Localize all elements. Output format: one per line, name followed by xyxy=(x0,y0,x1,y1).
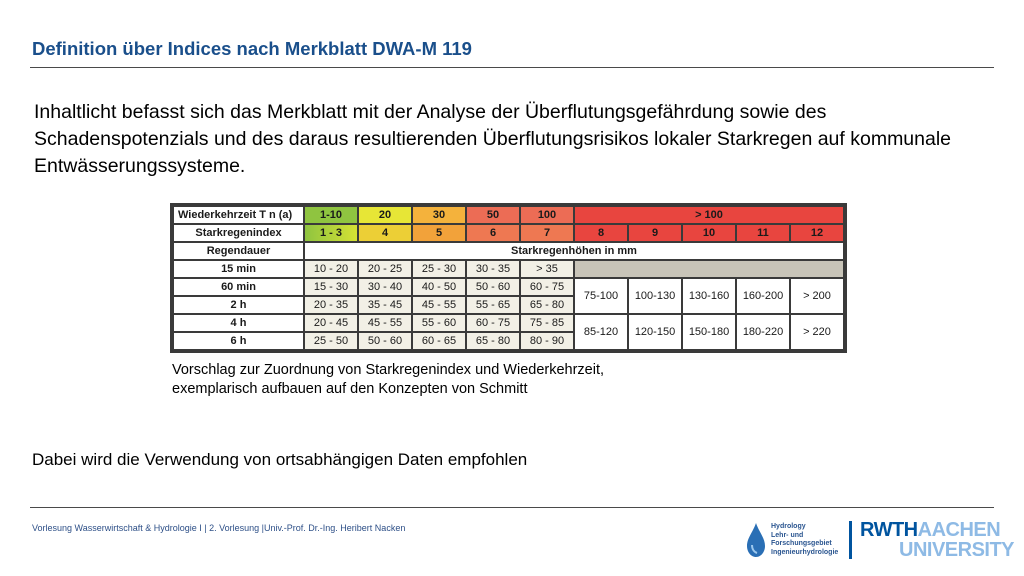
return-period-wide-cell: > 100 xyxy=(574,206,844,224)
value-cell: > 35 xyxy=(520,260,574,278)
rwth-logo: RWTHAACHEN UNIVERSITY xyxy=(860,519,1015,561)
group-value-cell: 130-160 xyxy=(682,278,736,314)
value-cell: 60 - 65 xyxy=(412,332,466,350)
return-period-cell: 100 xyxy=(520,206,574,224)
table-row xyxy=(173,314,844,332)
value-cell: 80 - 90 xyxy=(520,332,574,350)
group-value-cell: > 200 xyxy=(790,278,844,314)
water-drop-icon xyxy=(745,522,767,558)
value-cell: 40 - 50 xyxy=(412,278,466,296)
value-cell: 25 - 50 xyxy=(304,332,358,350)
value-cell: 55 - 60 xyxy=(412,314,466,332)
value-cell: 50 - 60 xyxy=(358,332,412,350)
empty-gray-cell xyxy=(574,260,844,278)
value-cell: 75 - 85 xyxy=(520,314,574,332)
title-divider xyxy=(30,67,994,68)
group-value-cell: 75-100 xyxy=(574,278,628,314)
footer-divider xyxy=(30,507,994,508)
index-cell: 10 xyxy=(682,224,736,242)
return-period-cell: 30 xyxy=(412,206,466,224)
value-cell: 60 - 75 xyxy=(520,278,574,296)
index-cell: 9 xyxy=(628,224,682,242)
duration-cell: 4 h xyxy=(173,314,304,332)
group-value-cell: > 220 xyxy=(790,314,844,350)
heights-header: Starkregenhöhen in mm xyxy=(304,242,844,260)
value-cell: 55 - 65 xyxy=(466,296,520,314)
duration-cell: 6 h xyxy=(173,332,304,350)
value-cell: 20 - 45 xyxy=(304,314,358,332)
value-cell: 60 - 75 xyxy=(466,314,520,332)
group-value-cell: 85-120 xyxy=(574,314,628,350)
group-value-cell: 160-200 xyxy=(736,278,790,314)
index-cell: 1 - 3 xyxy=(304,224,358,242)
value-cell: 45 - 55 xyxy=(358,314,412,332)
slide-title: Definition über Indices nach Merkblatt DWA-M 119 xyxy=(32,38,472,59)
rainfall-table xyxy=(170,203,847,353)
intro-paragraph: Inhaltlicht befasst sich das Merkblatt mit der Analyse der Überflutungsgefährdung sowie des Schadenspotenzials und des daraus resultierenden Überflutungsrisikos lokaler Starkregen auf kommunale Entwässerungssysteme. xyxy=(34,101,952,177)
hydrology-logo-text: Hydrology Lehr- und Forschungsgebiet Ingenieurhydrologie xyxy=(771,523,839,556)
index-cell: 6 xyxy=(466,224,520,242)
index-label: Starkregenindex xyxy=(173,224,304,242)
duration-cell: 15 min xyxy=(173,260,304,278)
recommendation-note: Dabei wird die Verwendung von ortsabhängigen Daten empfohlen xyxy=(32,450,528,469)
index-cell: 5 xyxy=(412,224,466,242)
table-row xyxy=(173,278,844,296)
value-cell: 65 - 80 xyxy=(466,332,520,350)
value-cell: 35 - 45 xyxy=(358,296,412,314)
logo-separator xyxy=(849,521,852,559)
duration-cell: 2 h xyxy=(173,296,304,314)
hydrology-logo xyxy=(745,522,845,562)
value-cell: 45 - 55 xyxy=(412,296,466,314)
group-value-cell: 120-150 xyxy=(628,314,682,350)
return-period-cell: 50 xyxy=(466,206,520,224)
index-cell: 7 xyxy=(520,224,574,242)
duration-header: Regendauer xyxy=(173,242,304,260)
group-value-cell: 100-130 xyxy=(628,278,682,314)
value-cell: 65 - 80 xyxy=(520,296,574,314)
footer-text: Vorlesung Wasserwirtschaft & Hydrologie I | 2. Vorlesung |Univ.-Prof. Dr.-Ing. Heribert Nacken xyxy=(32,523,406,533)
index-cell: 11 xyxy=(736,224,790,242)
caption-line: exemplarisch aufbauen auf den Konzepten von Schmitt xyxy=(172,381,528,397)
table-row xyxy=(173,260,844,278)
return-period-label: Wiederkehrzeit T n (a) xyxy=(173,206,304,224)
value-cell: 20 - 25 xyxy=(358,260,412,278)
group-value-cell: 150-180 xyxy=(682,314,736,350)
value-cell: 50 - 60 xyxy=(466,278,520,296)
value-cell: 20 - 35 xyxy=(304,296,358,314)
value-cell: 30 - 35 xyxy=(466,260,520,278)
value-cell: 30 - 40 xyxy=(358,278,412,296)
return-period-cell: 20 xyxy=(358,206,412,224)
index-cell: 8 xyxy=(574,224,628,242)
table-caption xyxy=(172,361,732,399)
caption-line: Vorschlag zur Zuordnung von Starkregenindex und Wiederkehrzeit, xyxy=(172,362,605,378)
index-cell: 4 xyxy=(358,224,412,242)
value-cell: 10 - 20 xyxy=(304,260,358,278)
group-value-cell: 180-220 xyxy=(736,314,790,350)
return-period-cell: 1-10 xyxy=(304,206,358,224)
value-cell: 15 - 30 xyxy=(304,278,358,296)
duration-cell: 60 min xyxy=(173,278,304,296)
value-cell: 25 - 30 xyxy=(412,260,466,278)
index-cell: 12 xyxy=(790,224,844,242)
